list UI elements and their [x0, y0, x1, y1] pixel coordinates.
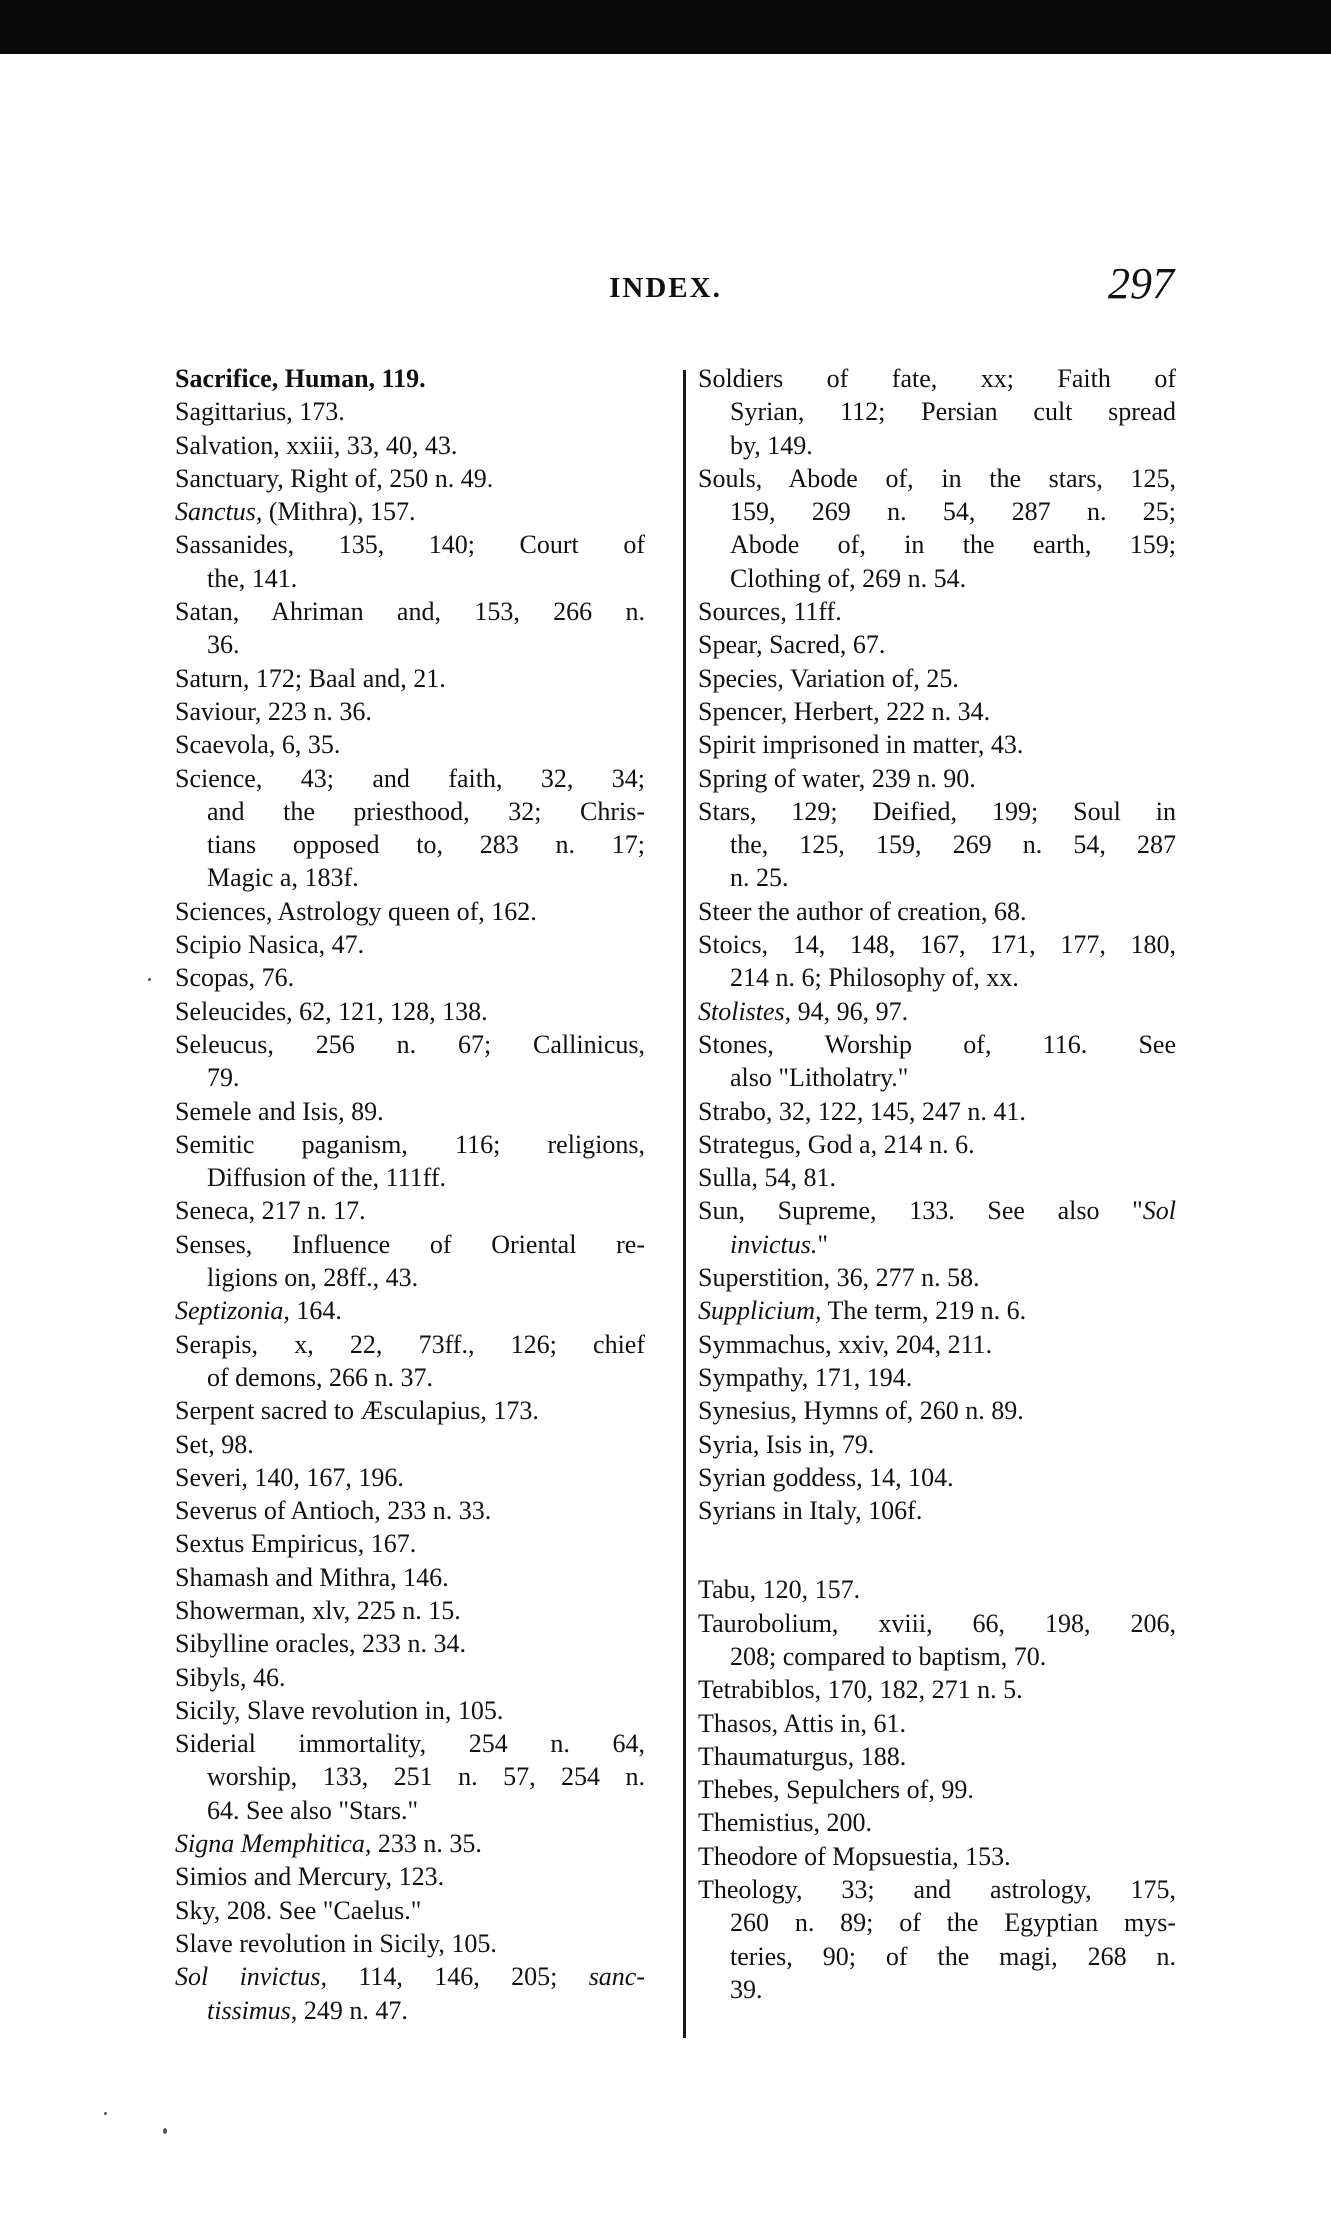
index-entry: [698, 895, 1176, 928]
text-run: 114, 146, 205;: [326, 1962, 589, 1992]
text-run: Superstition, 36, 277 n. 58.: [698, 1263, 980, 1293]
index-entry-line: [175, 462, 645, 495]
text-run: 36.: [207, 630, 240, 660]
index-entry-line: [175, 1594, 645, 1627]
index-entry-line: [175, 1095, 645, 1128]
text-run: Souls, Abode of, in the stars, 125,: [698, 463, 1176, 493]
index-entry-line: [698, 1940, 1176, 1973]
text-run: 233 n. 35.: [371, 1829, 482, 1859]
index-entry: [175, 1561, 645, 1594]
index-entry-line: [698, 1461, 1176, 1494]
text-run: ligions on, 28ff., 43.: [207, 1263, 419, 1293]
index-entry-line: [175, 1194, 645, 1227]
index-entry: [698, 1328, 1176, 1361]
text-run: sanc-: [588, 1962, 646, 1992]
index-entry-line: [698, 795, 1176, 828]
index-entry-line: [175, 1794, 645, 1827]
text-run: worship, 133, 251 n. 57, 254 n.: [207, 1762, 645, 1792]
text-run: Strabo, 32, 122, 145, 247 n. 41.: [698, 1096, 1026, 1126]
index-entry-line: [175, 1394, 645, 1427]
text-run: Showerman, xlv, 225 n. 15.: [175, 1595, 461, 1625]
index-entry-line: [175, 695, 645, 728]
index-entry: [175, 762, 645, 895]
index-entry-line: [175, 1927, 645, 1960]
index-entry-line: [698, 1095, 1176, 1128]
index-entry-line: [175, 995, 645, 1028]
index-entry: [175, 895, 645, 928]
index-entry-line: [698, 695, 1176, 728]
text-run: the, 141.: [207, 563, 298, 593]
scan-speck: [148, 978, 151, 981]
text-run: Sol: [1142, 1196, 1176, 1226]
index-entry-line: [698, 1906, 1176, 1939]
text-run: Simios and Mercury, 123.: [175, 1862, 445, 1892]
index-entry-line: [698, 362, 1176, 395]
text-run: Soldiers of fate, xx; Faith of: [698, 364, 1176, 393]
index-entry-line: [175, 728, 645, 761]
index-entry-line: [698, 728, 1176, 761]
index-entry: [175, 429, 645, 462]
text-run: by, 149.: [730, 430, 813, 460]
text-run: the, 125, 159, 269 n. 54, 287: [730, 830, 1176, 860]
text-run: Magic a, 183f.: [207, 863, 359, 893]
index-entry-line: [698, 1361, 1176, 1394]
text-run: Diffusion of the, 111ff.: [207, 1163, 447, 1193]
index-entry-line: [175, 1527, 645, 1560]
text-run: Science, 43; and faith, 32, 34;: [175, 763, 645, 793]
index-entry-line: [698, 1673, 1176, 1706]
index-entry: [698, 1261, 1176, 1294]
text-run: Serapis, x, 22, 73ff., 126; chief: [175, 1329, 645, 1359]
index-entry: [175, 1927, 645, 1960]
text-run: 208; compared to baptism, 70.: [730, 1641, 1047, 1671]
text-run: Sky, 208. See "Caelus.": [175, 1895, 422, 1925]
index-entry: [698, 762, 1176, 795]
text-run: Sacrifice, Human, 119.: [175, 364, 426, 393]
index-entry: [698, 462, 1176, 595]
text-run: Scaevola, 6, 35.: [175, 730, 341, 760]
scan-speck: [104, 2112, 107, 2115]
text-run: Spear, Sacred, 67.: [698, 630, 886, 660]
index-entry: [698, 1707, 1176, 1740]
text-run: Sextus Empiricus, 167.: [175, 1529, 417, 1559]
index-entry: [175, 928, 645, 961]
text-run: tissimus,: [207, 1995, 298, 2025]
index-entry-line: [175, 928, 645, 961]
text-run: Sources, 11ff.: [698, 597, 842, 627]
index-entry-line: [698, 1840, 1176, 1873]
text-run: Septizonia,: [175, 1296, 290, 1326]
index-entry-line: [175, 1228, 645, 1261]
index-entry: [175, 1428, 645, 1461]
index-entry-line: [698, 495, 1176, 528]
index-entry: [175, 1228, 645, 1295]
index-entry: [698, 795, 1176, 895]
index-entry-line: [175, 1894, 645, 1927]
text-run: also "Litholatry.": [730, 1063, 909, 1093]
index-entry: [175, 1527, 645, 1560]
index-entry-line: [175, 895, 645, 928]
index-entry: [175, 1827, 645, 1860]
text-run: Spirit imprisoned in matter, 43.: [698, 730, 1024, 760]
index-entry-line: [175, 1428, 645, 1461]
index-section-t: [698, 1573, 1176, 2006]
index-entry: [175, 395, 645, 428]
index-entry-line: [175, 562, 645, 595]
text-run: Thaumaturgus, 188.: [698, 1741, 907, 1771]
scan-top-border: [0, 0, 1331, 54]
text-run: Salvation, xxiii, 33, 40, 43.: [175, 430, 458, 460]
text-run: Sassanides, 135, 140; Court of: [175, 530, 645, 560]
index-entry-line: [698, 429, 1176, 462]
index-entry-line: [175, 1061, 645, 1094]
index-entry-line: [175, 1627, 645, 1660]
index-entry-line: [175, 1294, 645, 1327]
index-entry-line: [698, 462, 1176, 495]
index-column-right: [698, 362, 1176, 2006]
index-entry: [698, 662, 1176, 695]
text-run: 64. See also "Stars.": [207, 1795, 419, 1825]
text-run: 164.: [289, 1296, 342, 1326]
index-entry: [175, 1028, 645, 1095]
index-entry: [175, 1727, 645, 1827]
text-run: Sibylline oracles, 233 n. 34.: [175, 1629, 467, 1659]
text-run: Semitic paganism, 116; religions,: [175, 1129, 645, 1159]
index-entry-line: [175, 828, 645, 861]
index-entry-line: [175, 861, 645, 894]
column-divider: [683, 370, 686, 2038]
index-entry: [175, 1894, 645, 1927]
index-entry-line: [698, 562, 1176, 595]
index-entry: [698, 628, 1176, 661]
text-run: Sanctus,: [175, 497, 263, 527]
index-entry-line: [698, 1973, 1176, 2006]
text-run: Seleucides, 62, 121, 128, 138.: [175, 996, 488, 1026]
index-entry: [698, 928, 1176, 995]
text-run: 39.: [730, 1974, 763, 2004]
text-run: Slave revolution in Sicily, 105.: [175, 1928, 497, 1958]
index-entry-line: [698, 528, 1176, 561]
index-entry: [698, 1428, 1176, 1461]
text-run: Severi, 140, 167, 196.: [175, 1462, 404, 1492]
text-run: Themistius, 200.: [698, 1808, 873, 1838]
text-run: invictus.: [730, 1229, 818, 1259]
text-run: Synesius, Hymns of, 260 n. 89.: [698, 1396, 1024, 1426]
index-entry: [698, 1873, 1176, 2006]
index-entry-line: [698, 1640, 1176, 1673]
index-entry: [698, 595, 1176, 628]
text-run: Sympathy, 171, 194.: [698, 1362, 913, 1392]
index-entry-line: [175, 961, 645, 994]
text-run: Syrian, 112; Persian cult spread: [730, 397, 1176, 427]
text-run: Senses, Influence of Oriental re-: [175, 1229, 645, 1259]
index-entry-line: [698, 1394, 1176, 1427]
index-entry: [175, 961, 645, 994]
text-run: Sciences, Astrology queen of, 162.: [175, 896, 537, 926]
text-run: 260 n. 89; of the Egyptian mys-: [730, 1908, 1176, 1938]
index-entry-line: [698, 961, 1176, 994]
index-entry-line: [698, 1194, 1176, 1227]
index-entry-line: [698, 1061, 1176, 1094]
index-entry: [175, 662, 645, 695]
text-run: n. 25.: [730, 863, 789, 893]
index-entry-line: [698, 628, 1176, 661]
index-entry: [175, 1461, 645, 1494]
index-entry: [698, 1673, 1176, 1706]
text-run: 159, 269 n. 54, 287 n. 25;: [730, 497, 1176, 527]
index-entry: [175, 1694, 645, 1727]
index-entry-line: [698, 1873, 1176, 1906]
index-entry: [698, 728, 1176, 761]
index-entry-line: [698, 595, 1176, 628]
index-entry: [175, 362, 645, 395]
index-entry-line: [698, 1773, 1176, 1806]
index-entry-line: [175, 1661, 645, 1694]
text-run: Seleucus, 256 n. 67; Callinicus,: [175, 1029, 645, 1059]
section-gap: [698, 1527, 1176, 1573]
text-run: Seneca, 217 n. 17.: [175, 1196, 366, 1226]
text-run: Spring of water, 239 n. 90.: [698, 763, 976, 793]
index-entry: [175, 1860, 645, 1893]
index-entry-line: [175, 762, 645, 795]
index-entry: [175, 1095, 645, 1128]
index-entry: [698, 1740, 1176, 1773]
index-entry-line: [175, 429, 645, 462]
text-run: Strategus, God a, 214 n. 6.: [698, 1129, 975, 1159]
index-entry-line: [175, 495, 645, 528]
index-entry-line: [698, 762, 1176, 795]
index-entry: [698, 1194, 1176, 1261]
index-entry: [175, 1194, 645, 1227]
text-run: Scopas, 76.: [175, 963, 295, 993]
index-entry: [698, 1294, 1176, 1327]
index-entry-line: [175, 1561, 645, 1594]
text-run: 79.: [207, 1063, 240, 1093]
index-entry-line: [698, 662, 1176, 695]
index-entry: [175, 1594, 645, 1627]
index-entry-line: [175, 1760, 645, 1793]
index-entry-line: [698, 1128, 1176, 1161]
text-run: Scipio Nasica, 47.: [175, 930, 365, 960]
text-run: Saturn, 172; Baal and, 21.: [175, 663, 446, 693]
text-run: Theology, 33; and astrology, 175,: [698, 1875, 1176, 1905]
text-run: Abode of, in the earth, 159;: [730, 530, 1176, 560]
index-entry: [698, 1573, 1176, 1606]
index-entry-line: [698, 1494, 1176, 1527]
text-run: Stolistes,: [698, 996, 792, 1026]
index-entry-line: [698, 861, 1176, 894]
index-entry: [175, 1960, 645, 2027]
index-entry-line: [175, 1161, 645, 1194]
text-run: of demons, 266 n. 37.: [207, 1362, 434, 1392]
running-header: INDEX.: [609, 272, 722, 304]
text-run: Stones, Worship of, 116. See: [698, 1029, 1176, 1059]
text-run: 214 n. 6; Philosophy of, xx.: [730, 963, 1019, 993]
index-entry-line: [175, 1028, 645, 1061]
text-run: Serpent sacred to Æsculapius, 173.: [175, 1396, 539, 1426]
index-entry: [698, 1840, 1176, 1873]
text-run: Syrian goddess, 14, 104.: [698, 1462, 954, 1492]
index-entry-line: [175, 1727, 645, 1760]
index-entry-line: [698, 1328, 1176, 1361]
text-run: Stoics, 14, 148, 167, 171, 177, 180,: [698, 930, 1176, 960]
index-entry-line: [175, 1328, 645, 1361]
text-run: Sanctuary, Right of, 250 n. 49.: [175, 463, 494, 493]
text-run: Clothing of, 269 n. 54.: [730, 563, 967, 593]
index-entry-line: [698, 1607, 1176, 1640]
index-entry-line: [175, 1694, 645, 1727]
index-entry: [175, 595, 645, 662]
index-entry-line: [698, 1428, 1176, 1461]
index-entry: [698, 1128, 1176, 1161]
index-entry: [698, 1095, 1176, 1128]
text-run: The term, 219 n. 6.: [821, 1296, 1027, 1326]
index-entry: [698, 1607, 1176, 1674]
index-entry: [175, 1394, 645, 1427]
index-entry: [175, 1128, 645, 1195]
text-run: Sol invictus,: [175, 1962, 327, 1992]
index-entry-line: [175, 662, 645, 695]
text-run: Sibyls, 46.: [175, 1662, 286, 1692]
text-run: Tetrabiblos, 170, 182, 271 n. 5.: [698, 1675, 1023, 1705]
index-entry: [698, 1806, 1176, 1839]
index-entry-line: [698, 1228, 1176, 1261]
text-run: Thasos, Attis in, 61.: [698, 1708, 907, 1738]
text-run: and the priesthood, 32; Chris-: [207, 796, 645, 826]
index-entry: [175, 1494, 645, 1527]
text-run: Sicily, Slave revolution in, 105.: [175, 1695, 504, 1725]
index-entry: [175, 1627, 645, 1660]
text-run: Sulla, 54, 81.: [698, 1163, 836, 1193]
index-entry: [175, 462, 645, 495]
index-entry-line: [698, 395, 1176, 428]
index-entry-line: [698, 1294, 1176, 1327]
text-run: 249 n. 47.: [297, 1995, 408, 2025]
text-run: Taurobolium, xviii, 66, 198, 206,: [698, 1608, 1176, 1638]
index-entry-line: [175, 1461, 645, 1494]
index-entry: [175, 495, 645, 528]
text-run: tians opposed to, 283 n. 17;: [207, 830, 645, 860]
index-entry-line: [175, 1261, 645, 1294]
index-entry-line: [698, 995, 1176, 1028]
index-entry-line: [175, 1827, 645, 1860]
text-run: teries, 90; of the magi, 268 n.: [730, 1941, 1176, 1971]
index-entry: [698, 695, 1176, 728]
index-entry: [698, 995, 1176, 1028]
index-entry: [698, 1773, 1176, 1806]
text-run: Siderial immortality, 254 n. 64,: [175, 1729, 645, 1759]
text-run: (Mithra), 157.: [262, 497, 416, 527]
index-entry-line: [698, 1740, 1176, 1773]
index-entry-line: [698, 928, 1176, 961]
text-run: Signa Memphitica,: [175, 1829, 372, 1859]
text-run: Supplicium,: [698, 1296, 822, 1326]
text-run: Set, 98.: [175, 1429, 254, 1459]
text-run: Satan, Ahriman and, 153, 266 n.: [175, 597, 645, 627]
text-run: Sun, Supreme, 133. See also ": [698, 1196, 1143, 1226]
index-entry: [175, 1661, 645, 1694]
index-entry: [175, 1328, 645, 1395]
text-run: ": [817, 1229, 828, 1259]
index-entry-line: [175, 1960, 645, 1993]
index-entry-line: [175, 1994, 645, 2027]
index-entry: [175, 695, 645, 728]
index-entry-line: [698, 1806, 1176, 1839]
index-entry: [698, 1028, 1176, 1095]
index-entry: [698, 1461, 1176, 1494]
index-entry-line: [698, 1573, 1176, 1606]
index-entry-line: [175, 528, 645, 561]
text-run: Tabu, 120, 157.: [698, 1575, 861, 1605]
index-entry: [698, 1161, 1176, 1194]
index-entry-line: [175, 628, 645, 661]
text-run: Sagittarius, 173.: [175, 397, 345, 427]
index-section-s: [698, 362, 1176, 1527]
index-entry-line: [698, 1261, 1176, 1294]
index-entry-line: [175, 1128, 645, 1161]
text-run: 94, 96, 97.: [791, 996, 909, 1026]
index-entry-line: [175, 595, 645, 628]
index-entry-line: [175, 1494, 645, 1527]
text-run: Semele and Isis, 89.: [175, 1096, 384, 1126]
text-run: Theodore of Mopsuestia, 153.: [698, 1841, 1011, 1871]
index-entry: [175, 728, 645, 761]
index-entry-line: [698, 895, 1176, 928]
index-entry: [175, 1294, 645, 1327]
text-run: Steer the author of creation, 68.: [698, 896, 1027, 926]
text-run: Shamash and Mithra, 146.: [175, 1562, 449, 1592]
text-run: Saviour, 223 n. 36.: [175, 696, 372, 726]
text-run: Spencer, Herbert, 222 n. 34.: [698, 696, 991, 726]
text-run: Symmachus, xxiv, 204, 211.: [698, 1329, 993, 1359]
text-run: Syrians in Italy, 106f.: [698, 1496, 923, 1526]
index-entry: [698, 1494, 1176, 1527]
index-entry: [175, 528, 645, 595]
index-entry-line: [698, 828, 1176, 861]
index-entry: [175, 995, 645, 1028]
index-entry-line: [175, 362, 645, 395]
scan-speck: [163, 2128, 167, 2134]
index-entry-line: [175, 395, 645, 428]
index-column-left: [175, 362, 645, 2027]
index-entry-line: [698, 1707, 1176, 1740]
index-entry-line: [698, 1028, 1176, 1061]
index-entry: [698, 1361, 1176, 1394]
index-entry-line: [175, 1860, 645, 1893]
index-entry-line: [698, 1161, 1176, 1194]
text-run: Species, Variation of, 25.: [698, 663, 959, 693]
text-run: Severus of Antioch, 233 n. 33.: [175, 1496, 492, 1526]
text-run: Thebes, Sepulchers of, 99.: [698, 1775, 974, 1805]
index-entry: [698, 1394, 1176, 1427]
index-entry-line: [175, 795, 645, 828]
text-run: Stars, 129; Deified, 199; Soul in: [698, 796, 1176, 826]
index-entry: [698, 362, 1176, 462]
index-entry-line: [175, 1361, 645, 1394]
text-run: Syria, Isis in, 79.: [698, 1429, 875, 1459]
page-number: 297: [1108, 259, 1174, 308]
